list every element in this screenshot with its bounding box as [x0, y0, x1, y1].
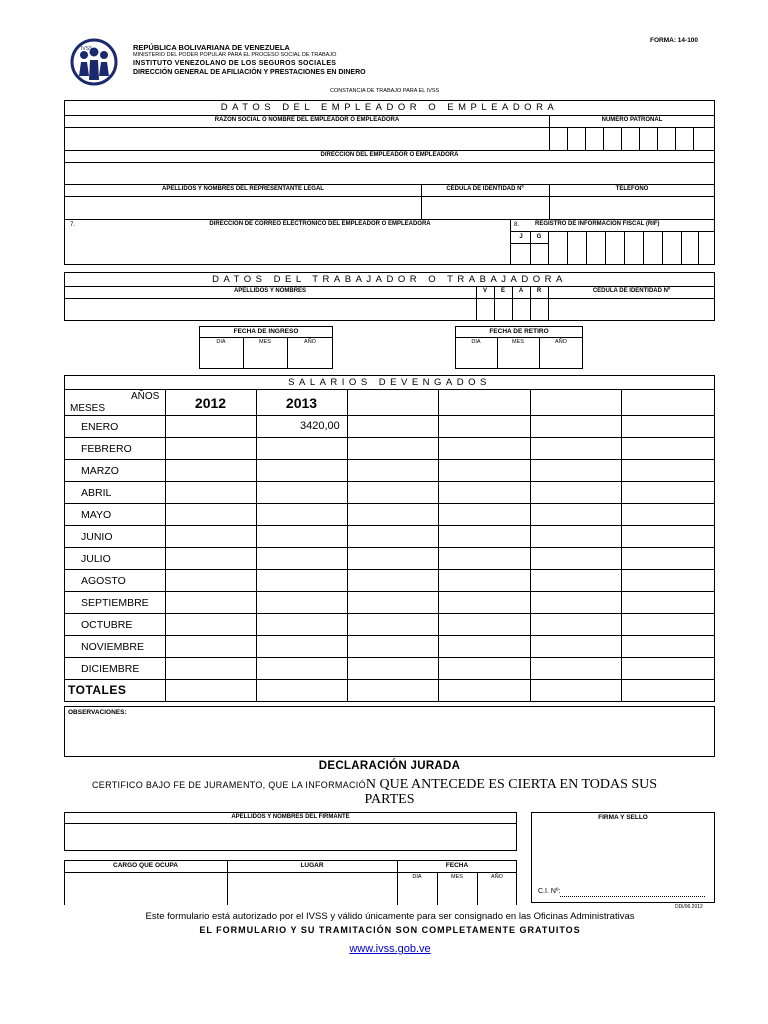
month-abril: ABRIL	[81, 487, 112, 499]
telefono-field[interactable]	[550, 197, 714, 218]
worker-apellidos-field[interactable]	[65, 299, 475, 320]
razon-social-label: RAZÓN SOCIAL O NOMBRE DEL EMPLEADOR O EMPLEADORA	[214, 117, 400, 123]
month-septiembre: SEPTIEMBRE	[81, 597, 149, 609]
fecha-firma-field[interactable]	[398, 881, 516, 904]
month-noviembre: NOVIEMBRE	[81, 641, 145, 653]
header-line2: MINISTERIO DEL PODER POPULAR PARA EL PROCESO SOCIAL DE TRABAJO	[133, 52, 337, 58]
fecha-ingreso-label: FECHA DE INGRESO	[233, 328, 299, 335]
fecha-ingreso-field[interactable]	[200, 346, 332, 368]
declaracion-text-part1: CERTIFICO BAJO FE DE JURAMENTO, QUE LA INFORMACIÓ	[92, 780, 366, 790]
worker-e: E	[500, 288, 505, 294]
ci-label: C.I. Nº:	[538, 888, 561, 895]
retiro-ano-label: AÑO	[555, 339, 567, 345]
representante-label: APELLIDOS Y NOMBRES DEL REPRESENTANTE LEGAL	[162, 186, 324, 192]
firma-sello-label: FIRMA Y SELLO	[598, 814, 648, 821]
month-julio: JULIO	[81, 553, 111, 565]
form-code: FORMA: 14-100	[650, 37, 699, 44]
field7-number: 7.	[70, 222, 76, 228]
direccion-label: DIRECCIÓN DEL EMPLEADOR O EMPLEADORA	[320, 152, 459, 158]
cedula-rep-field[interactable]	[422, 197, 548, 218]
email-field[interactable]	[65, 232, 509, 264]
numero-patronal-field[interactable]	[550, 128, 714, 149]
month-mayo: MAYO	[81, 509, 112, 521]
month-marzo: MARZO	[81, 465, 119, 477]
svg-text:IVSS: IVSS	[81, 46, 93, 52]
salary-enero-2013[interactable]: 3420,00	[300, 420, 340, 432]
employer-section-title: DATOS DEL EMPLEADOR O EMPLEADORA	[220, 102, 559, 113]
firmante-field[interactable]	[65, 824, 516, 850]
rif-j: J	[519, 234, 523, 240]
month-enero: ENERO	[81, 421, 119, 433]
firmante-label: APELLIDOS Y NOMBRES DEL FIRMANTE	[231, 814, 350, 820]
telefono-label: TELÉFONO	[615, 186, 649, 192]
field8-number: 8.	[514, 222, 520, 228]
doc-title: CONSTANCIA DE TRABAJO PARA EL IVSS	[330, 88, 440, 94]
totales-label: TOTALES	[68, 683, 127, 697]
retiro-dia-label: DIA	[471, 339, 481, 345]
ivss-website-link[interactable]: www.ivss.gob.ve	[349, 943, 431, 955]
cargo-label: CARGO QUE OCUPA	[113, 862, 178, 869]
version-code: DDi/06.2012	[675, 904, 703, 910]
cargo-field[interactable]	[65, 873, 226, 904]
meses-label: MESES	[70, 403, 106, 414]
anos-label: AÑOS	[131, 391, 160, 402]
representante-field[interactable]	[65, 197, 420, 218]
firma-ano-label: AÑO	[491, 874, 503, 880]
rif-label: REGISTRO DE INFORMACIÓN FISCAL (RIF)	[535, 221, 660, 227]
salarios-section	[64, 375, 715, 702]
month-agosto: AGOSTO	[81, 575, 126, 587]
declaracion-text-part2: N QUE ANTECEDE ES CIERTA EN TODAS SUS	[365, 777, 658, 792]
year-col-2: 2013	[285, 395, 318, 411]
numero-patronal-label: NÚMERO PATRONAL	[601, 117, 663, 123]
lugar-label: LUGAR	[300, 862, 324, 869]
month-diciembre: DICIEMBRE	[81, 663, 140, 675]
fecha-retiro-label: FECHA DE RETIRO	[489, 328, 549, 335]
worker-section-title: DATOS DEL TRABAJADOR O TRABAJADORA	[212, 274, 567, 285]
lugar-field[interactable]	[228, 873, 396, 904]
fecha-retiro-field[interactable]	[456, 346, 582, 368]
worker-r: R	[536, 288, 542, 294]
year-col-1: 2012	[194, 395, 227, 411]
footer-link-wrap	[0, 939, 768, 957]
cedula-rep-label: CÉDULA DE IDENTIDAD Nº	[446, 186, 524, 192]
ingreso-dia-label: DIA	[216, 339, 226, 345]
month-junio: JUNIO	[81, 531, 113, 543]
ingreso-mes-label: MES	[259, 339, 271, 345]
rif-field[interactable]	[549, 232, 714, 264]
firma-mes-label: MES	[451, 874, 463, 880]
email-label: DIRECCIÓN DE CORREO ELECTRÓNICO DEL EMPLEADOR O EMPLEADORA	[209, 221, 431, 227]
retiro-mes-label: MES	[512, 339, 524, 345]
declaracion-title: DECLARACIÓN JURADA	[318, 760, 461, 772]
header-line1: REPÚBLICA BOLIVARIANA DE VENEZUELA	[133, 43, 290, 52]
worker-v: V	[482, 288, 487, 294]
worker-apellidos-label: APELLIDOS Y NOMBRES	[233, 288, 307, 294]
ivss-logo	[70, 38, 118, 86]
header-line4: DIRECCIÓN GENERAL DE AFILIACIÓN Y PRESTACIONES EN DINERO	[133, 69, 366, 76]
worker-cedula-label: CÉDULA DE IDENTIDAD Nº	[592, 288, 671, 294]
month-octubre: OCTUBRE	[81, 619, 133, 631]
observaciones-label: OBSERVACIONES:	[68, 709, 127, 716]
ingreso-ano-label: AÑO	[304, 339, 316, 345]
declaracion-text-part3: PARTES	[364, 792, 415, 807]
footer-line2: EL FORMULARIO Y SU TRAMITACIÓN SON COMPLETAMENTE GRATUITOS	[199, 925, 581, 935]
fecha-firma-label: FECHA	[445, 862, 469, 869]
footer-line1: Este formulario está autorizado por el IVSS y válido únicamente para ser consignado en las Oficinas Administrativas	[145, 911, 635, 922]
razon-social-field[interactable]	[65, 128, 548, 149]
rif-g: G	[536, 234, 542, 240]
firma-dia-label: DIA	[412, 874, 422, 880]
direccion-field[interactable]	[65, 163, 714, 183]
worker-a: A	[518, 288, 524, 294]
month-febrero: FEBRERO	[81, 443, 132, 455]
observaciones-box[interactable]	[64, 706, 715, 757]
worker-cedula-field[interactable]	[549, 299, 714, 320]
header-line3: INSTITUTO VENEZOLANO DE LOS SEGUROS SOCIALES	[133, 60, 337, 67]
salarios-title: SALARIOS DEVENGADOS	[288, 377, 491, 388]
declaracion-text-1	[92, 775, 657, 793]
